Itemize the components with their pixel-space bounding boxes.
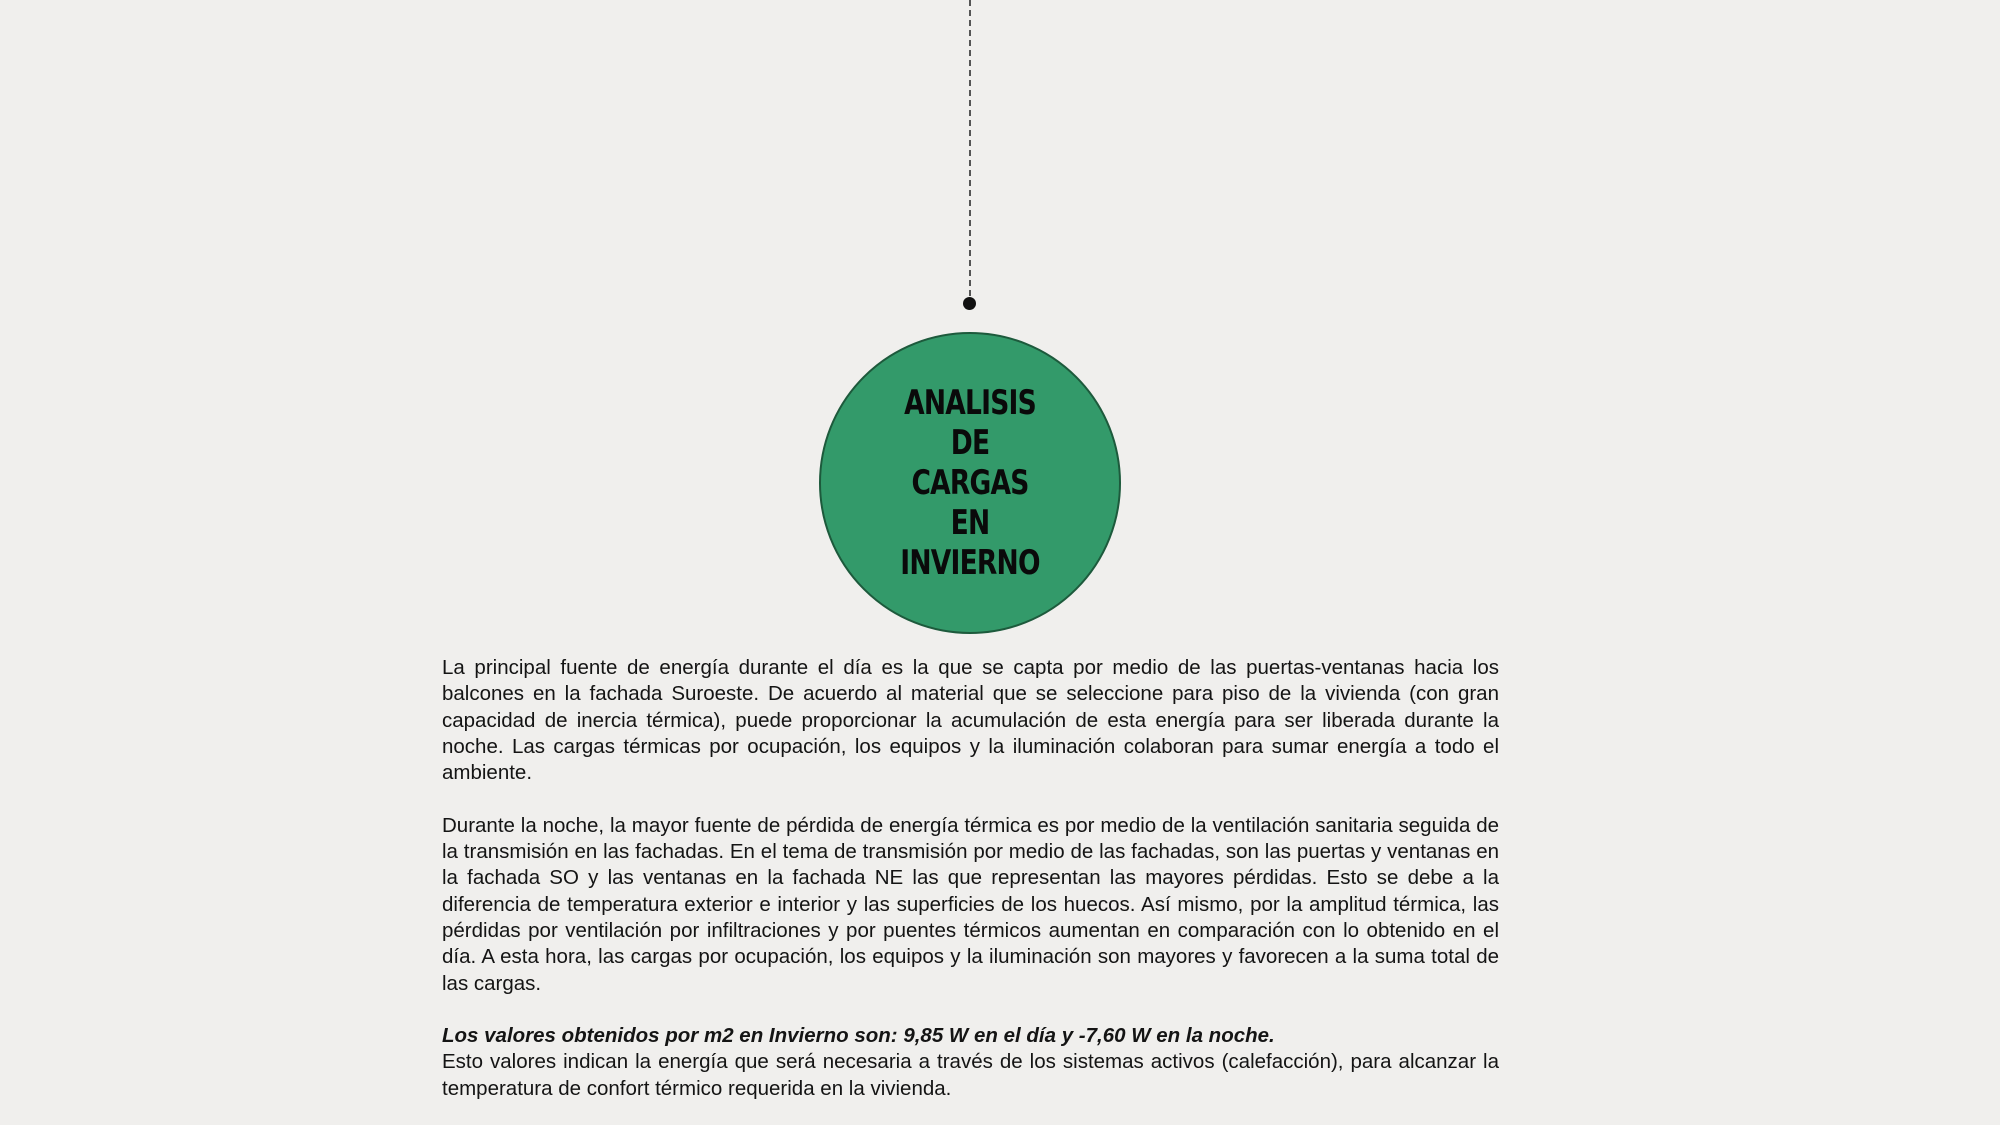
- summary-highlight: Los valores obtenidos por m2 en Invierno son: 9,85 W en el día y -7,60 W en la noche.: [442, 1024, 1275, 1048]
- summary-text: Esto valores indican la energía que será necesaria a través de los sistemas activos (calefacción), para alcanzar la temperatura de confort térmico requerida en la vivienda.: [442, 1050, 1499, 1100]
- title-circle: [819, 332, 1121, 634]
- paragraph-day: La principal fuente de energía durante el día es la que se capta por medio de las puertas-ventanas hacia los balcones en la fachada Suroeste. De acuerdo al material que se seleccione para piso de la vivienda (con gran capacidad de inercia térmica), puede proporcionar la acumulación de esta energía para ser liberada durante la noche. Las cargas térmicas por ocupación, los equipos y la iluminación colaboran para sumar energía a todo el ambiente.: [442, 656, 1499, 785]
- paragraph-night: Durante la noche, la mayor fuente de pérdida de energía térmica es por medio de la ventilación sanitaria seguida de la transmisión en las fachadas. En el tema de transmisión por medio de las fachadas, son las puertas y ventanas en la fachada SO y las ventanas en la fachada NE las que representan las mayores pérdidas. Esto se debe a la diferencia de temperatura exterior e interior y las superficies de los huecos. Así mismo, por la amplitud térmica, las pérdidas por ventilación por infiltraciones y por puentes térmicos aumentan en comparación con lo obtenido en el día. A esta hora, las cargas por ocupación, los equipos y la iluminación son mayores y favorecen a la suma total de las cargas.: [442, 813, 1499, 995]
- dashed-connector-line: [969, 0, 971, 296]
- body-text: [442, 655, 1499, 1102]
- section-title: ANALISIS DE CARGAS EN INVIERNO: [900, 383, 1040, 583]
- connector-dot: [963, 297, 976, 310]
- summary-paragraph: [442, 1023, 1499, 1102]
